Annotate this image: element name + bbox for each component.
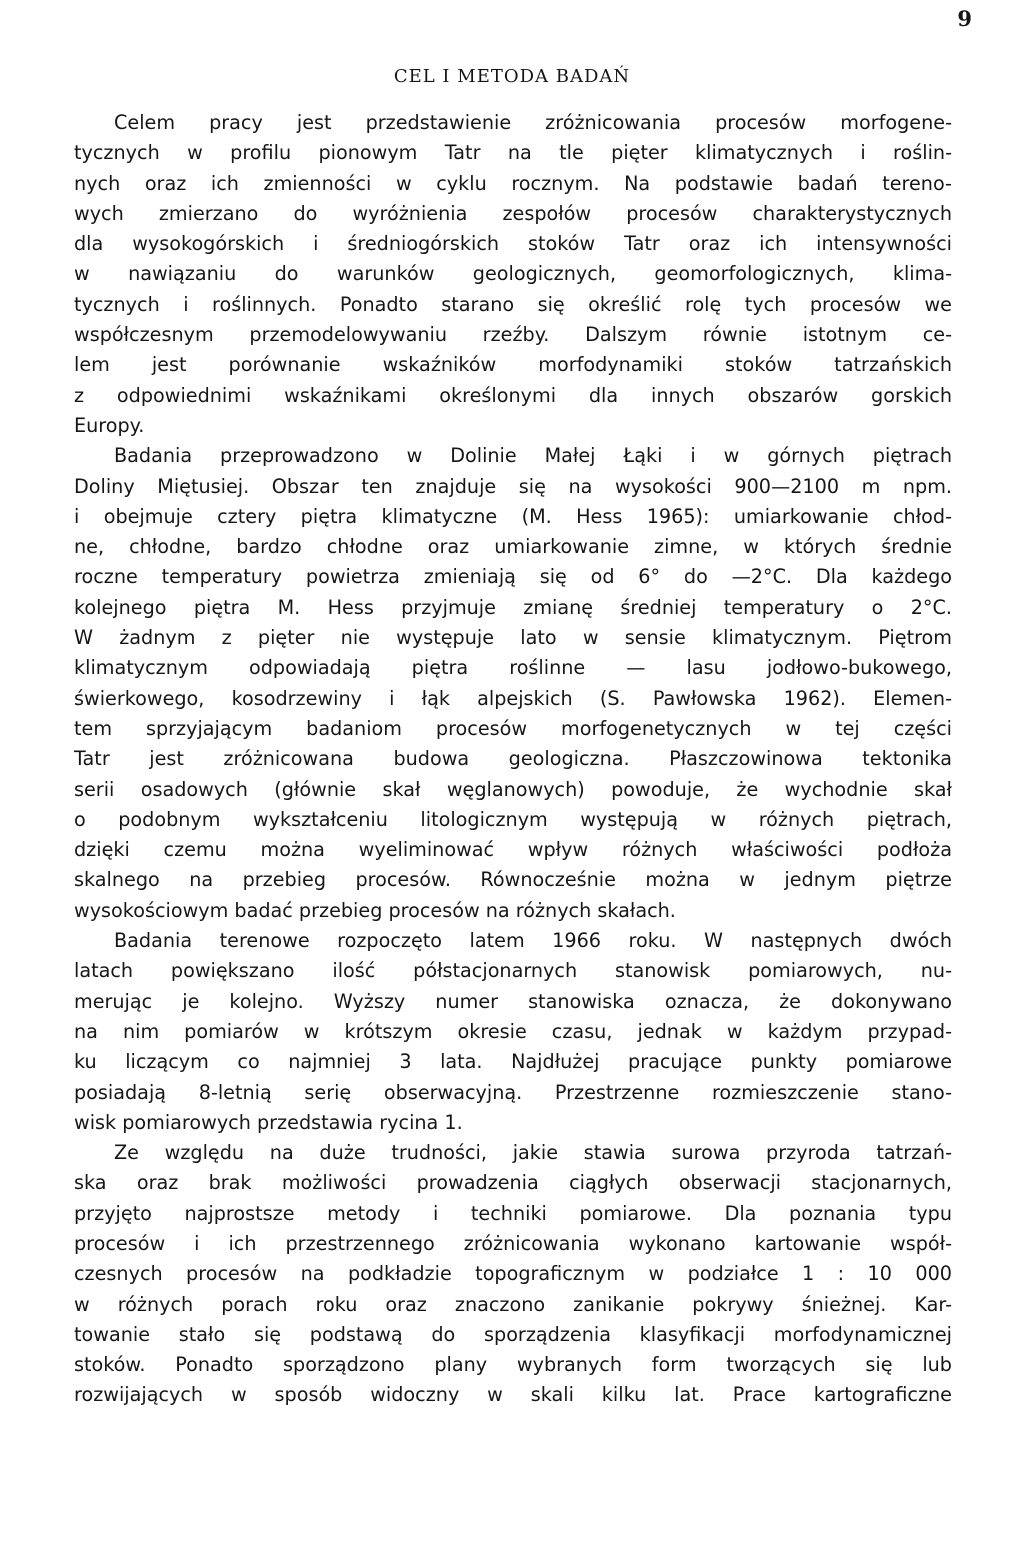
text-line: wisk pomiarowych przedstawia rycina 1.: [74, 1110, 463, 1134]
text-line: merując je kolejno. Wyższy numer stanowiska oznacza, że dokonywano: [74, 989, 952, 1013]
text-line: i obejmuje cztery piętra klimatyczne (M. Hess 1965): umiarkowanie chłod-: [74, 504, 952, 528]
text-line: dla wysokogórskich i średniogórskich stoków Tatr oraz ich intensywności: [74, 232, 952, 256]
text-line: Badania terenowe rozpoczęto latem 1966 roku. W następnych dwóch: [114, 929, 952, 953]
text-line: latach powiększano ilość półstacjonarnych stanowisk pomiarowych, nu-: [74, 959, 952, 983]
text-line: towanie stało się podstawą do sporządzenia klasyfikacji morfodynamicznej: [74, 1322, 952, 1346]
text-line: o podobnym wykształceniu litologicznym występują w różnych piętrach,: [74, 807, 952, 831]
text-line: ne, chłodne, bardzo chłodne oraz umiarkowanie zimne, w których średnie: [74, 535, 952, 559]
text-line: przyjęto najprostsze metody i techniki pomiarowe. Dla poznania typu: [74, 1201, 952, 1225]
text-line: stoków. Ponadto sporządzono plany wybranych form tworzących się lub: [74, 1353, 952, 1377]
section-title: CEL I METODA BADAŃ: [393, 66, 631, 87]
text-line: posiadają 8-letnią serię obserwacyjną. Przestrzenne rozmieszczenie stano-: [74, 1080, 952, 1104]
text-line: W żadnym z pięter nie występuje lato w sensie klimatycznym. Piętrom: [74, 626, 952, 650]
text-line: Ze względu na duże trudności, jakie stawia surowa przyroda tatrzań-: [114, 1141, 952, 1165]
text-line: w różnych porach roku oraz znaczono zanikanie pokrywy śnieżnej. Kar-: [74, 1292, 952, 1316]
page-number: 9: [957, 6, 972, 31]
text-line: Celem pracy jest przedstawienie zróżnicowania procesów morfogene-: [114, 111, 952, 134]
text-line: Tatr jest zróżnicowana budowa geologiczna. Płaszczowinowa tektonika: [74, 747, 952, 771]
text-line: na nim pomiarów w krótszym okresie czasu, jednak w każdym przypad-: [74, 1019, 952, 1043]
text-line: tycznych i roślinnych. Ponadto starano się określić rolę tych procesów we: [74, 292, 952, 316]
text-line: współczesnym przemodelowywaniu rzeźby. Dalszym równie istotnym ce-: [74, 323, 952, 347]
text-line: Badania przeprowadzono w Dolinie Małej Łąki i w górnych piętrach: [114, 444, 952, 468]
text-line: kolejnego piętra M. Hess przyjmuje zmianę średniej temperatury o 2°C.: [74, 595, 952, 619]
text-line: roczne temperatury powietrza zmieniają się od 6° do —2°C. Dla każdego: [74, 565, 952, 589]
text-line: ska oraz brak możliwości prowadzenia ciągłych obserwacji stacjonarnych,: [74, 1171, 952, 1195]
text-line: dzięki czemu można wyeliminować wpływ różnych właściwości podłoża: [74, 838, 952, 862]
text-line: skalnego na przebieg procesów. Równocześnie można w jednym piętrze: [74, 868, 952, 892]
text-line: serii osadowych (głównie skał węglanowych) powoduje, że wychodnie skał: [74, 777, 952, 801]
text-line: rozwijających w sposób widoczny w skali kilku lat. Prace kartograficzne: [74, 1383, 952, 1407]
text-line: Doliny Miętusiej. Obszar ten znajduje się na wysokości 900—2100 m npm.: [74, 474, 952, 498]
text-line: tem sprzyjającym badaniom procesów morfogenetycznych w tej części: [74, 716, 952, 740]
text-line: lem jest porównanie wskaźników morfodynamiki stoków tatrzańskich: [74, 353, 952, 377]
text-line: nych oraz ich zmienności w cyklu rocznym. Na podstawie badań tereno-: [74, 171, 952, 195]
text-line: wysokościowym badać przebieg procesów na różnych skałach.: [74, 898, 676, 922]
text-line: tycznych w profilu pionowym Tatr na tle pięter klimatycznych i roślin-: [74, 141, 952, 165]
text-line: w nawiązaniu do warunków geologicznych, geomorfologicznych, klima-: [74, 262, 952, 286]
text-line: z odpowiednimi wskaźnikami określonymi dla innych obszarów gorskich: [74, 383, 952, 407]
text-line: Europy.: [74, 413, 145, 437]
text-line: świerkowego, kosodrzewiny i łąk alpejskich (S. Pawłowska 1962). Elemen-: [74, 686, 952, 710]
text-line: wych zmierzano do wyróżnienia zespołów procesów charakterystycznych: [74, 201, 952, 225]
text-line: procesów i ich przestrzennego zróżnicowania wykonano kartowanie współ-: [74, 1231, 952, 1255]
text-line: ku liczącym co najmniej 3 lata. Najdłużej pracujące punkty pomiarowe: [74, 1050, 952, 1074]
body-text: [74, 108, 952, 1411]
text-line: klimatycznym odpowiadają piętra roślinne — lasu jodłowo-bukowego,: [74, 656, 952, 680]
text-line: czesnych procesów na podkładzie topograficznym w podziałce 1 : 10 000: [74, 1262, 952, 1286]
